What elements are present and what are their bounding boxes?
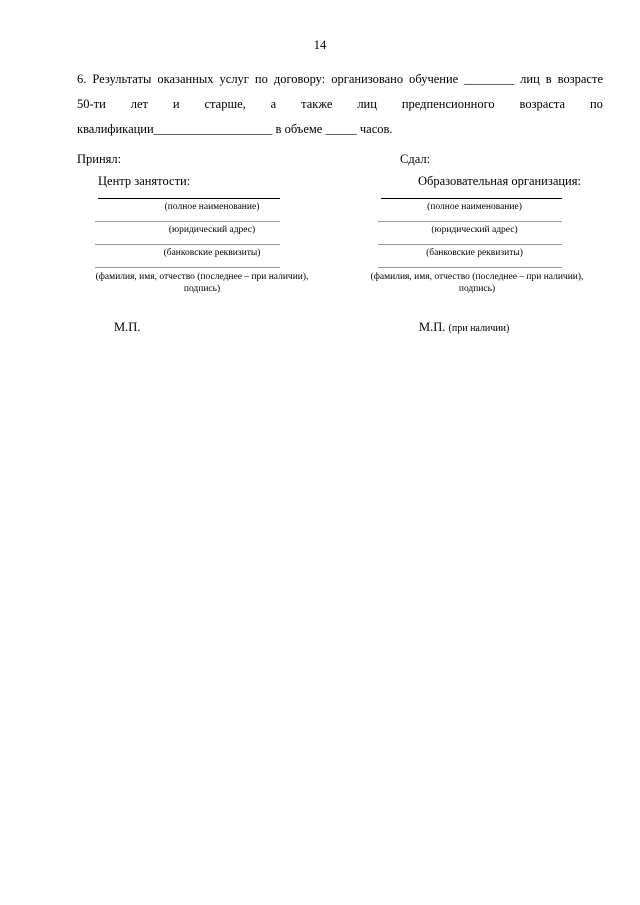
signature-line-name	[381, 198, 562, 199]
clause-word: по	[589, 97, 603, 111]
caption-name: (полное наименование)	[164, 202, 260, 212]
caption-bank: (банковские реквизиты)	[426, 248, 523, 258]
clause-word: а	[270, 97, 277, 111]
signature-line-address	[378, 221, 562, 222]
signature-block-left	[77, 150, 347, 295]
signature-block-right	[352, 150, 602, 295]
stamp-label: М.П.	[419, 320, 446, 334]
clause-word: обучение	[409, 72, 459, 86]
clause-word: возрасте	[557, 72, 603, 86]
stamp-note: (при наличии)	[448, 323, 510, 334]
clause-line-1	[77, 67, 603, 92]
caption-person	[77, 271, 327, 295]
clause-word: по	[254, 72, 268, 86]
clause-word: и	[172, 97, 180, 111]
role-label: Принял:	[77, 152, 122, 166]
caption-person-text: (фамилия, имя, отчество (последнее – при наличии),	[95, 272, 309, 282]
clause-word: лиц	[520, 72, 540, 86]
org-label: Центр занятости:	[98, 174, 191, 188]
clause-6	[77, 67, 603, 142]
clause-word: в	[545, 72, 552, 86]
clause-word: 6.	[77, 72, 87, 86]
clause-line-3: квалификации___________________ в объеме _____ часов.	[77, 122, 393, 136]
signature-line-person	[95, 267, 280, 268]
stamp-left: М.П.	[114, 320, 141, 334]
caption-bank: (банковские реквизиты)	[163, 248, 261, 258]
caption-person	[352, 271, 602, 295]
signature-line-person	[378, 267, 562, 268]
caption-signature-text: подпись)	[458, 284, 496, 294]
clause-word: возраста	[519, 97, 566, 111]
clause-word: Результаты	[92, 72, 152, 86]
caption-address: (юридический адрес)	[168, 225, 256, 235]
clause-word: старше,	[204, 97, 246, 111]
clause-word: оказанных	[157, 72, 214, 86]
clause-word: 50-ти	[77, 97, 106, 111]
clause-word: лиц	[357, 97, 377, 111]
caption-person-text: (фамилия, имя, отчество (последнее – при наличии),	[370, 272, 584, 282]
clause-word: также	[301, 97, 333, 111]
clause-line-2	[77, 92, 603, 117]
caption-name: (полное наименование)	[427, 202, 522, 212]
signature-line-address	[95, 221, 280, 222]
clause-word: договору:	[273, 72, 326, 86]
clause-word: лет	[130, 97, 148, 111]
signature-line-bank	[95, 244, 280, 245]
caption-address: (юридический адрес)	[431, 225, 518, 235]
clause-word: организовано	[331, 72, 404, 86]
clause-word: предпенсионного	[401, 97, 495, 111]
signature-line-name	[98, 198, 280, 199]
role-label: Сдал:	[400, 152, 431, 166]
caption-signature-text: подпись)	[183, 284, 221, 294]
clause-word: услуг	[219, 72, 249, 86]
signature-line-bank	[378, 244, 562, 245]
clause-blank: ________	[464, 72, 515, 86]
page-number: 14	[313, 38, 327, 52]
org-label: Образовательная организация:	[418, 174, 581, 188]
stamp-right	[419, 320, 509, 335]
